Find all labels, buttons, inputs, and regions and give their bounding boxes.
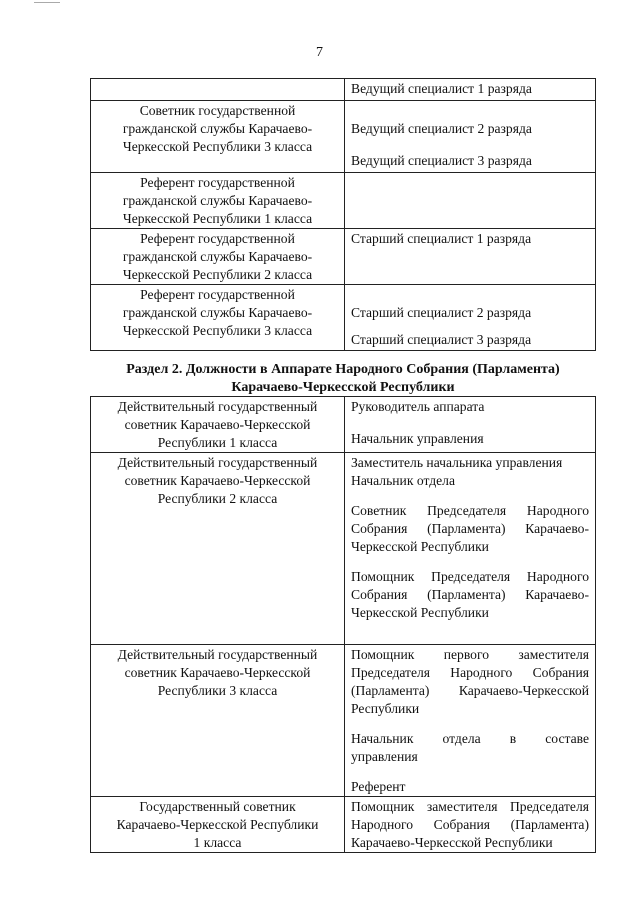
position-title-line: Помощник заместителя Председателя (351, 799, 589, 814)
classes-table-2 (90, 396, 596, 853)
position-title-line: Собрания (Парламента) Карачаево- (351, 521, 589, 536)
position-title-line: Собрания (Парламента) Карачаево- (351, 587, 589, 602)
table-cell-right (345, 79, 596, 101)
table-cell-right (345, 229, 596, 285)
position-title: Ведущий специалист 1 разряда (351, 81, 532, 96)
class-rank-line: Черкесской Республики 2 класса (122, 267, 313, 282)
class-rank-line: Действительный государственный (117, 647, 318, 662)
class-rank-line: Государственный советник (139, 799, 296, 814)
class-rank-line: Советник государственной (139, 103, 296, 118)
class-rank-line: гражданской службы Карачаево- (122, 305, 313, 320)
class-rank-line: гражданской службы Карачаево- (122, 193, 313, 208)
table-cell-left (91, 645, 345, 797)
table-row (91, 173, 596, 229)
class-rank-line: Черкесской Республики 3 класса (122, 139, 313, 154)
classes-table-1 (90, 78, 596, 351)
section-2-heading (90, 361, 596, 397)
table-row (91, 645, 596, 797)
scan-mark (34, 2, 60, 11)
table-cell-right (345, 453, 596, 645)
section-2-heading-line: Карачаево-Черкесской Республики (231, 380, 455, 395)
table-cell-left (91, 229, 345, 285)
class-rank-line: Республики 3 класса (157, 683, 278, 698)
table-cell-right (345, 173, 596, 229)
table-row (91, 285, 596, 351)
class-rank-line: Действительный государственный (117, 399, 318, 414)
class-rank-line: Карачаево-Черкесской Республики (116, 817, 319, 832)
table-row (91, 453, 596, 645)
position-title-line: (Парламента) Карачаево-Черкесской (351, 683, 589, 698)
class-rank-line: Черкесской Республики 3 класса (122, 323, 313, 338)
table-row (91, 797, 596, 853)
position-title: Руководитель аппарата (351, 399, 485, 414)
position-title-line: Советник Председателя Народного (351, 503, 589, 518)
class-rank-line: Референт государственной (140, 231, 295, 246)
table-cell-right (345, 645, 596, 797)
class-rank-line: Референт государственной (140, 287, 295, 302)
position-title-line: Помощник Председателя Народного (351, 569, 589, 584)
table-cell-right (345, 797, 596, 853)
table-cell-right (345, 101, 596, 173)
position-title: Ведущий специалист 2 разряда (351, 121, 532, 136)
table-cell-right (345, 397, 596, 453)
table-cell-left (91, 797, 345, 853)
position-title: Старший специалист 3 разряда (351, 332, 532, 347)
table-cell-left (91, 453, 345, 645)
class-rank-line: советник Карачаево-Черкесской (124, 665, 311, 680)
class-rank-line: Республики 1 класса (157, 435, 278, 450)
position-title-line: Председателя Народного Собрания (351, 665, 589, 680)
position-title-line: Карачаево-Черкесской Республики (351, 835, 553, 850)
position-title-line: Начальник отдела в составе (351, 731, 589, 746)
class-rank-line: Черкесской Республики 1 класса (122, 211, 313, 226)
position-title-line: Помощник первого заместителя (351, 647, 589, 662)
position-title: Старший специалист 2 разряда (351, 305, 532, 320)
class-rank-line: советник Карачаево-Черкесской (124, 417, 311, 432)
position-title-line: Черкесской Республики (351, 539, 489, 554)
class-rank-line: 1 класса (193, 835, 242, 850)
position-title: Ведущий специалист 3 разряда (351, 153, 532, 168)
position-title: Референт (351, 779, 406, 794)
class-rank-line: гражданской службы Карачаево- (122, 121, 313, 136)
table-cell-left (91, 79, 345, 101)
table-cell-left (91, 173, 345, 229)
table-row (91, 79, 596, 101)
position-title-line: Народного Собрания (Парламента) (351, 817, 589, 832)
class-rank-line: Республики 2 класса (157, 491, 278, 506)
position-title: Начальник отдела (351, 473, 455, 488)
position-title-line: Черкесской Республики (351, 605, 489, 620)
table-cell-right (345, 285, 596, 351)
section-2-heading-line: Раздел 2. Должности в Аппарате Народного Собрания (Парламента) (126, 362, 560, 377)
class-rank-line: Действительный государственный (117, 455, 318, 470)
position-title-line: Республики (351, 701, 420, 716)
position-title: Начальник управления (351, 431, 484, 446)
position-title: Старший специалист 1 разряда (351, 231, 532, 246)
class-rank-line: советник Карачаево-Черкесской (124, 473, 311, 488)
position-title-line: управления (351, 749, 418, 764)
class-rank-line: Референт государственной (140, 175, 295, 190)
table-row (91, 101, 596, 173)
table-cell-left (91, 285, 345, 351)
class-rank-line: гражданской службы Карачаево- (122, 249, 313, 264)
page-number: 7 (316, 45, 323, 60)
table-cell-left (91, 397, 345, 453)
table-cell-left (91, 101, 345, 173)
table-row (91, 229, 596, 285)
table-row (91, 397, 596, 453)
position-title: Заместитель начальника управления (351, 455, 563, 470)
